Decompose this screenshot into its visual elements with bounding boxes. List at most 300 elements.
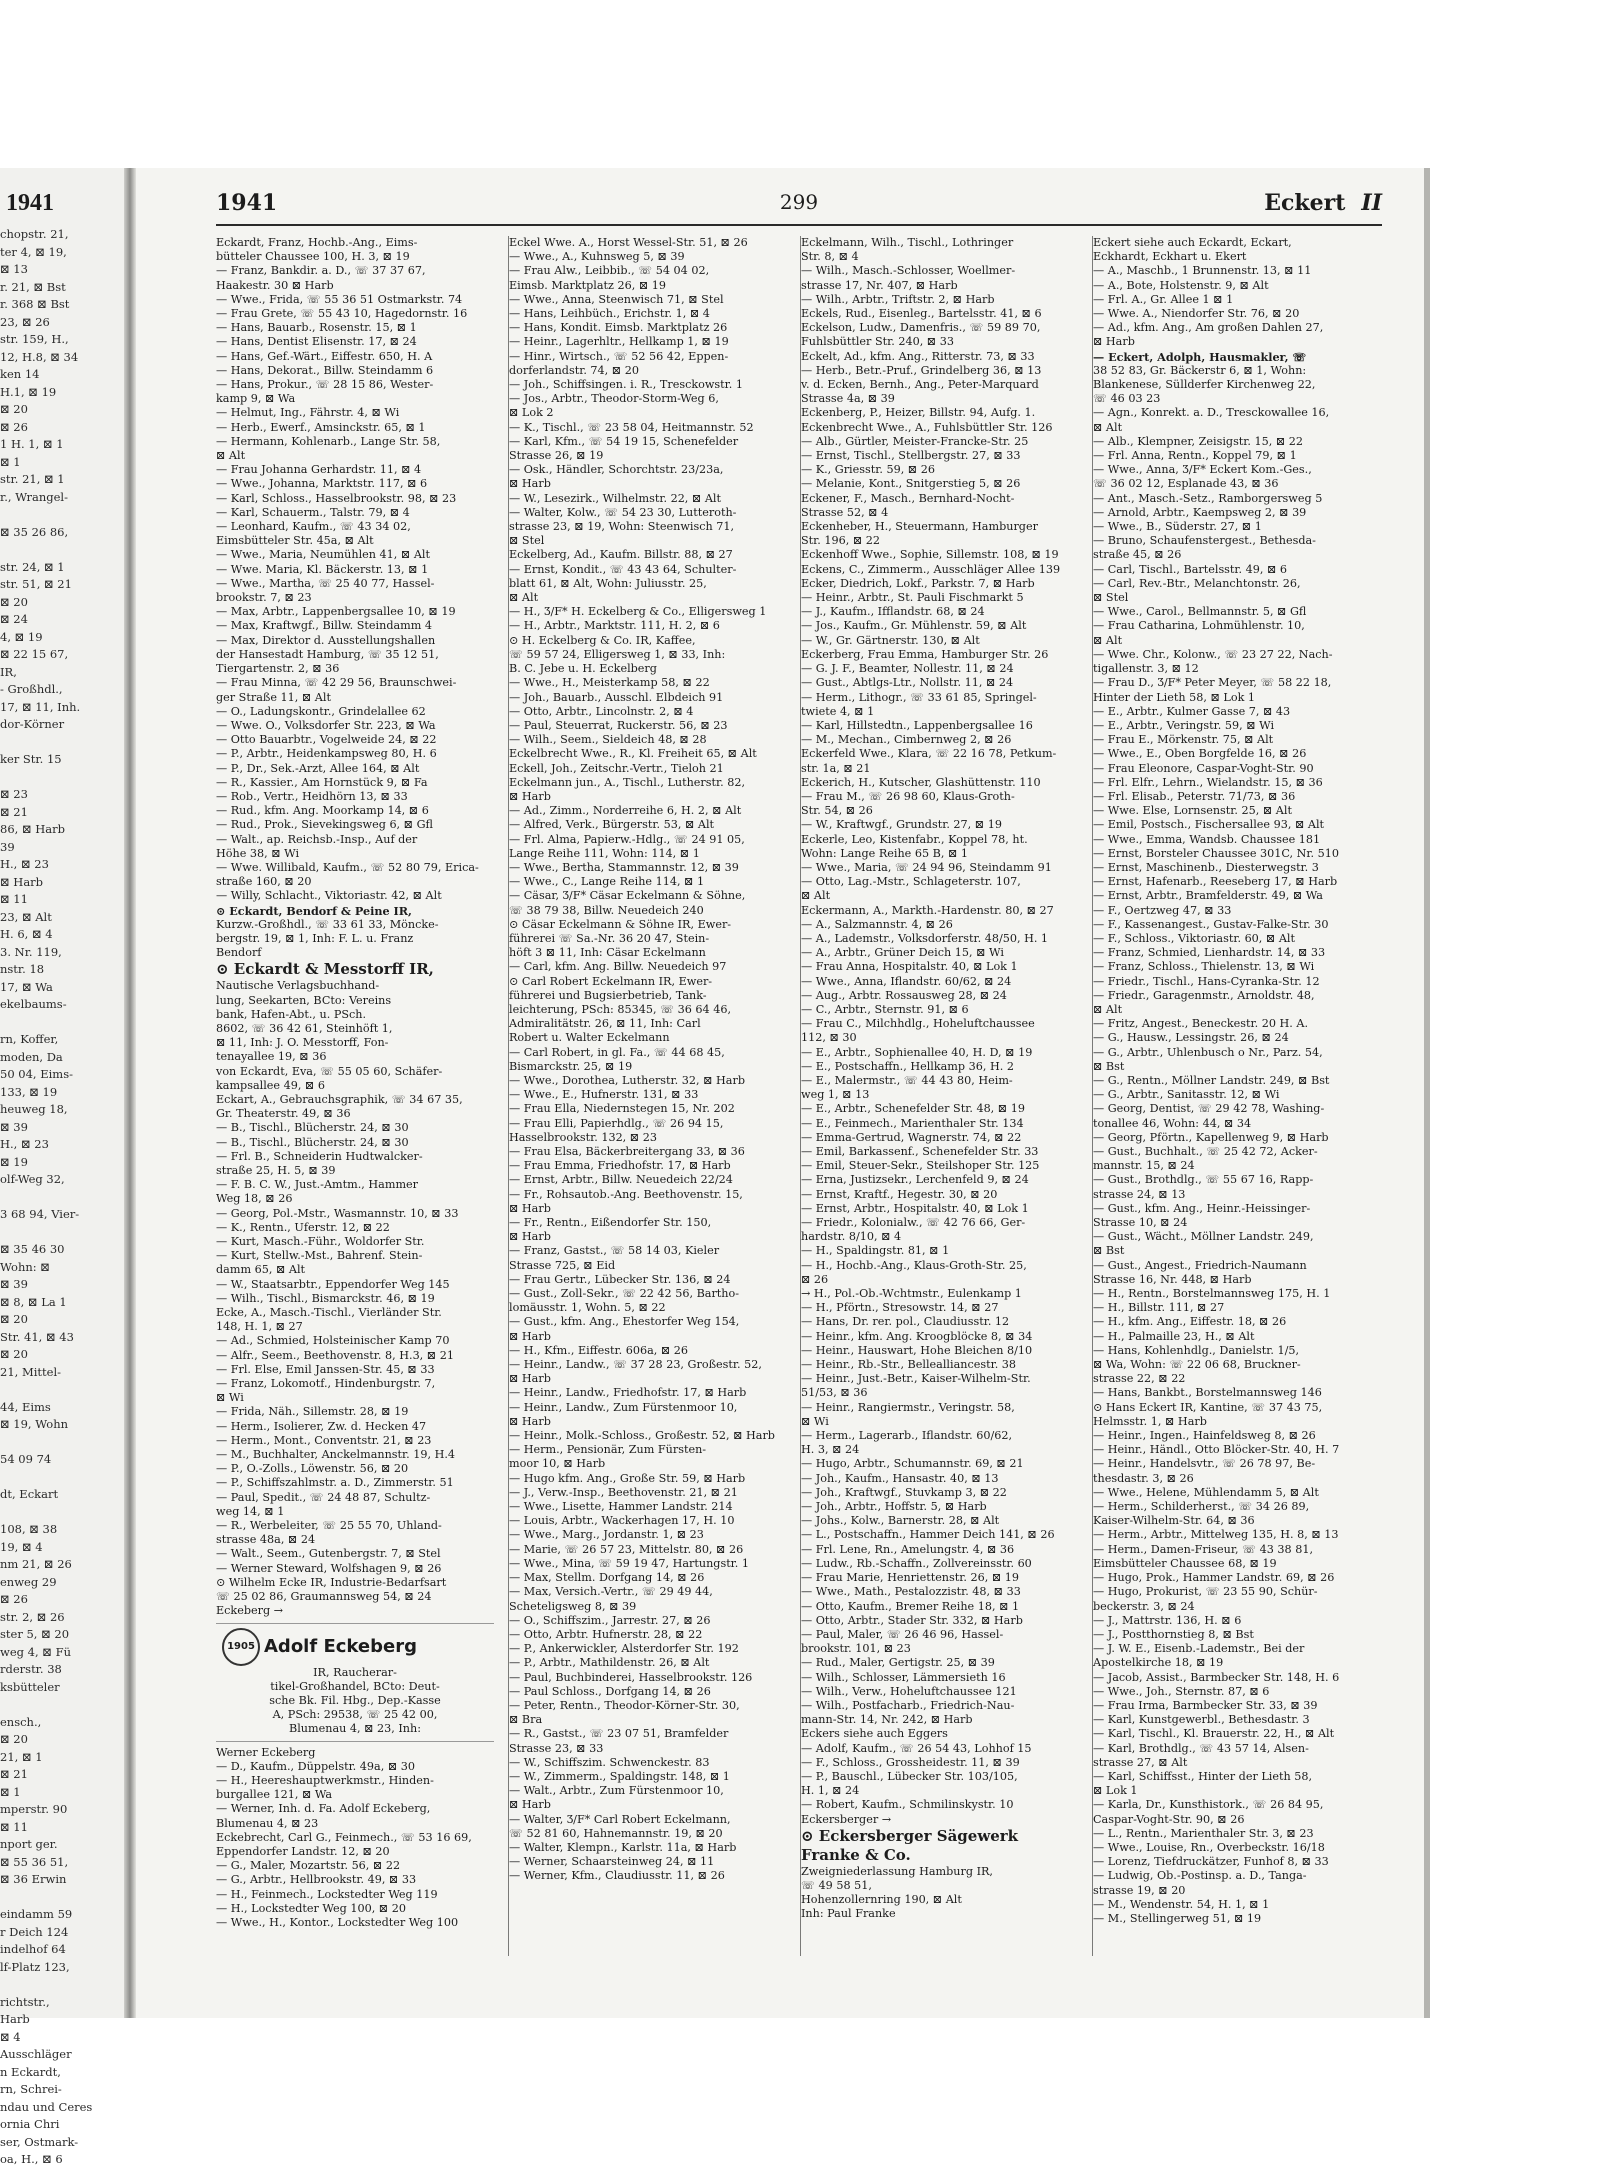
directory-entry: — G., Arbtr., Sanitasstr. 12, ⊠ Wi — [1093, 1088, 1280, 1102]
directory-entry: — Wilh., Tischl., Bismarckstr. 46, ⊠ 19 — [216, 1291, 435, 1305]
directory-entry: bütteler Chaussee 100, H. 3, ⊠ 19 — [216, 250, 410, 264]
left-fragment-line: rn, Koffer, — [0, 1032, 59, 1046]
directory-entry: — Gust., Buchhalt., ☏ 25 42 72, Acker- — [1093, 1145, 1318, 1158]
left-fragment-line — [0, 1189, 124, 1207]
left-fragment-line: ⊠ 20 — [0, 402, 28, 416]
directory-entry: ⊙ H. Eckelberg & Co. IR, Kaffee, — [509, 633, 696, 647]
left-fragment-line: 108, ⊠ 38 — [0, 1522, 58, 1536]
directory-entry: — Otto, Kaufm., Bremer Reihe 18, ⊠ 1 — [801, 1599, 1020, 1613]
directory-entry: — Otto, Arbtr. Hufnerstr. 28, ⊠ 22 — [509, 1627, 703, 1641]
left-fragment-line: str. 24, ⊠ 1 — [0, 559, 65, 574]
directory-entry: — Joh., Bauarb., Ausschl. Elbdeich 91 — [509, 690, 724, 704]
directory-entry: strasse 17, Nr. 407, ⊠ Harb — [801, 278, 958, 292]
directory-entry: — Frl. Alma, Papierw.-Hdlg., ☏ 24 91 05, — [509, 832, 745, 846]
directory-entry: — Frau Anna, Hospitalstr. 40, ⊠ Lok 1 — [801, 960, 1018, 974]
directory-entry: — Franz, Gastst., ☏ 58 14 03, Kieler — [509, 1244, 720, 1258]
left-fragment-line: 3 68 94, Vier- — [0, 1207, 80, 1221]
header-year: 1941 — [216, 190, 278, 216]
directory-entry: — O., Schiffszim., Jarrestr. 27, ⊠ 26 — [509, 1613, 711, 1627]
directory-entry: Str. 8, ⊠ 4 — [801, 250, 859, 264]
left-fragment-line: ⊠ 13 — [0, 262, 28, 276]
directory-entry: ⊠ Bst — [1093, 1059, 1125, 1073]
directory-entry: — Carl, Tischl., Bartelsstr. 49, ⊠ 6 — [1093, 562, 1288, 576]
left-fragment-line: H., ⊠ 23 — [0, 857, 49, 871]
directory-entry: — Robert, Kaufm., Schmilinskystr. 10 — [801, 1798, 1014, 1812]
directory-entry: Kaiser-Wilhelm-Str. 64, ⊠ 36 — [1093, 1514, 1255, 1528]
directory-entry: — Paul, Maler, ☏ 26 46 96, Hassel- — [801, 1627, 1004, 1641]
directory-entry: — Wwe., Mina, ☏ 59 19 47, Hartungstr. 1 — [509, 1556, 750, 1570]
directory-entry: — Cäsar, Ʒ/F* Cäsar Eckelmann & Söhne, — [509, 889, 746, 903]
directory-entry: kamp 9, ⊠ Wa — [216, 392, 296, 406]
directory-entry: — B., Tischl., Blücherstr. 24, ⊠ 30 — [216, 1121, 409, 1135]
directory-entry: — Frau Emma, Friedhofstr. 17, ⊠ Harb — [509, 1159, 731, 1173]
directory-entry: — H., Pförtn., Stresowstr. 14, ⊠ 27 — [801, 1301, 999, 1315]
directory-entry: moor 10, ⊠ Harb — [509, 1457, 606, 1471]
directory-entry: — Adolf, Kaufm., ☏ 26 54 43, Lohhof 15 — [801, 1741, 1032, 1755]
directory-entry: — Gust., Abtlgs-Ltr., Nollstr. 11, ⊠ 24 — [801, 676, 1014, 690]
directory-entry: tonallee 46, Wohn: 44, ⊠ 34 — [1093, 1116, 1252, 1130]
directory-entry: beckerstr. 3, ⊠ 24 — [1093, 1599, 1195, 1613]
left-fragment-line: ⊠ 35 26 86, — [0, 524, 69, 539]
directory-entry: — Heinr., Landw., Zum Fürstenmoor 10, — [509, 1400, 738, 1414]
directory-entry: — Frau Alw., Leibbib., ☏ 54 04 02, — [509, 264, 710, 278]
directory-entry: Eckebrecht, Carl G., Feinmech., ☏ 53 16 69, — [216, 1830, 472, 1844]
left-fragment-line: 3. Nr. 119, — [0, 944, 62, 959]
left-fragment-line: nstr. 18 — [0, 962, 45, 976]
directory-entry: — Heinr., Landw., Friedhofstr. 17, ⊠ Harb — [509, 1386, 747, 1400]
directory-entry: 8602, ☏ 36 42 61, Steinhöft 1, — [216, 1021, 393, 1035]
directory-entry: — Frl. Elfr., Lehrn., Wielandstr. 15, ⊠ 36 — [1093, 775, 1323, 789]
directory-entry: — Hugo, Prokurist, ☏ 23 55 90, Schür- — [1093, 1585, 1318, 1599]
left-fragment-line — [0, 1434, 124, 1452]
directory-entry: — Ad., Schmied, Holsteinischer Kamp 70 — [216, 1334, 450, 1348]
directory-entry: — Heinr., Handelsvtr., ☏ 26 78 97, Be- — [1093, 1457, 1316, 1471]
left-fragment-line: ⊠ 20 — [0, 1312, 28, 1326]
directory-entry: — Werner, Schaarsteinweg 24, ⊠ 11 — [509, 1855, 715, 1869]
directory-entry: — Wwe., B., Süderstr. 27, ⊠ 1 — [1093, 520, 1262, 534]
directory-entry: Eckerfeld Wwe., Klara, ☏ 22 16 78, Petkum- — [801, 747, 1057, 761]
running-head-name: Eckert — [1264, 190, 1346, 216]
directory-entry: ⊠ Wi — [801, 1414, 829, 1428]
left-fragment-line — [0, 506, 124, 524]
directory-entry: — Werner, Kfm., Claudiusstr. 11, ⊠ 26 — [509, 1869, 725, 1883]
directory-entry: — H., Palmaille 23, H., ⊠ Alt — [1093, 1329, 1255, 1343]
directory-entry: führerei und Bugsierbetrieb, Tank- — [509, 988, 707, 1002]
directory-entry: — E., Arbtr., Veringstr. 59, ⊠ Wi — [1093, 718, 1275, 732]
directory-entry: — Wwe., Anna, Ʒ/F* Eckert Kom.-Ges., — [1093, 463, 1312, 477]
directory-entry: Eckert siehe auch Eckardt, Eckart, — [1093, 236, 1292, 249]
directory-entry: — Wwe., Frida, ☏ 55 36 51 Ostmarkstr. 74 — [216, 292, 463, 306]
directory-entry: Eckener, F., Masch., Bernhard-Nocht- — [801, 491, 1015, 505]
directory-entry: — Paul, Spedit., ☏ 24 48 87, Schultz- — [216, 1490, 431, 1504]
directory-entry: — Herm., Isolierer, Zw. d. Hecken 47 — [216, 1419, 427, 1433]
directory-entry: tenayallee 19, ⊠ 36 — [216, 1050, 327, 1064]
directory-entry: burgallee 121, ⊠ Wa — [216, 1788, 333, 1802]
directory-entry: — Max, Stellm. Dorfgang 14, ⊠ 26 — [509, 1571, 705, 1585]
directory-entry: — Wwe., Carol., Bellmannstr. 5, ⊠ Gfl — [1093, 605, 1307, 619]
directory-entry: — Johs., Kolw., Barnerstr. 28, ⊠ Alt — [801, 1514, 1000, 1528]
left-fragment-line: H., ⊠ 23 — [0, 1137, 49, 1151]
directory-entry: — Alb., Klempner, Zeisigstr. 15, ⊠ 22 — [1093, 434, 1304, 448]
directory-entry: — H., Lockstedter Weg 100, ⊠ 20 — [216, 1901, 406, 1915]
directory-entry: Nautische Verlagsbuchhand- — [216, 979, 380, 993]
directory-entry: Admiralitätstr. 26, ⊠ 11, Inh: Carl — [509, 1017, 701, 1031]
directory-entry: v. d. Ecken, Bernh., Ang., Peter-Marquard — [801, 378, 1039, 392]
left-fragment-line: chopstr. 21, — [0, 227, 69, 241]
left-fragment-line: 44, Eims — [0, 1399, 51, 1414]
directory-entry: strasse 22, ⊠ 22 — [1093, 1372, 1186, 1386]
left-fragment-line: H. 6, ⊠ 4 — [0, 927, 53, 941]
left-fragment-line: ensch., — [0, 1714, 42, 1729]
directory-entry: ⊠ Alt — [509, 591, 539, 605]
directory-entry: — Jacob, Assist., Barmbecker Str. 148, H. 6 — [1093, 1670, 1340, 1684]
left-fragment-line: str. 51, ⊠ 21 — [0, 577, 72, 591]
directory-entry: — Frau Elli, Papierhdlg., ☏ 26 94 15, — [509, 1116, 724, 1130]
left-page-year: 1941 — [6, 190, 54, 216]
directory-entry: — Frau Minna, ☏ 42 29 56, Braunschwei- — [216, 676, 457, 690]
directory-entry: ⊙ Hans Eckert IR, Kantine, ☏ 37 43 75, — [1093, 1400, 1323, 1414]
left-fragment-line: 1 H. 1, ⊠ 1 — [0, 437, 64, 451]
directory-entry: Eckel Wwe. A., Horst Wessel-Str. 51, ⊠ 26 — [509, 236, 748, 249]
directory-entry: — Ernst, Maschinenb., Diesterwegstr. 3 — [1093, 860, 1319, 874]
directory-entry: strasse 27, ⊠ Alt — [1093, 1755, 1188, 1769]
directory-entry: Weg 18, ⊠ 26 — [216, 1192, 293, 1206]
directory-entry: Str. 196, ⊠ 22 — [801, 534, 881, 548]
directory-entry: — Frau Elsa, Bäckerbreitergang 33, ⊠ 36 — [509, 1145, 745, 1158]
directory-entry: Hinter der Lieth 58, ⊠ Lok 1 — [1093, 690, 1256, 704]
left-fragment-line — [0, 1889, 124, 1907]
directory-entry: — Wwe., Maria, Neumühlen 41, ⊠ Alt — [216, 548, 430, 562]
directory-entry: — Franz, Bankdir. a. D., ☏ 37 37 67, — [216, 264, 426, 278]
directory-entry: — Fr., Rohsautob.-Ang. Beethovenstr. 15, — [509, 1187, 743, 1201]
directory-entry: ⊠ Alt — [1093, 1002, 1123, 1016]
directory-entry: — Hans, Leihbüch., Erichstr. 1, ⊠ 4 — [509, 307, 710, 321]
advertisement-line: IR, Raucherar- — [313, 1665, 397, 1679]
directory-entry: — Heinr., Ingen., Hainfeldsweg 8, ⊠ 26 — [1093, 1429, 1316, 1443]
directory-entry: ⊠ Bra — [509, 1713, 543, 1727]
directory-entry: — Wwe. Chr., Kolonw., ☏ 23 27 22, Nach- — [1093, 647, 1333, 661]
directory-entry: der Hansestadt Hamburg, ☏ 35 12 51, — [216, 647, 439, 661]
directory-entry: Eckeberg → — [216, 1604, 284, 1618]
directory-entry: — M., Buchhalter, Anckelmannstr. 19, H.4 — [216, 1448, 456, 1462]
directory-entry: Hohenzollernring 190, ⊠ Alt — [801, 1893, 962, 1907]
directory-entry: — E., Postschaffn., Hellkamp 36, H. 2 — [801, 1059, 1014, 1073]
directory-entry: — Willy, Schlacht., Viktoriastr. 42, ⊠ Alt — [216, 889, 442, 903]
directory-entry: — Hans, Bauarb., Rosenstr. 15, ⊠ 1 — [216, 321, 417, 335]
directory-entry: — Helmut, Ing., Fährstr. 4, ⊠ Wi — [216, 406, 400, 420]
directory-entry: Bismarckstr. 25, ⊠ 19 — [509, 1059, 633, 1073]
directory-entry: — Frau C., Milchhdlg., Hoheluftchaussee — [801, 1017, 1035, 1031]
left-fragment-line: str. 159, H., — [0, 332, 69, 346]
directory-entry: ⊙ Carl Robert Eckelmann IR, Ewer- — [509, 974, 713, 988]
directory-entry: führerei ☏ Sa.-Nr. 36 20 47, Stein- — [509, 931, 710, 945]
directory-entry: — Frau Marie, Henriettenstr. 26, ⊠ 19 — [801, 1571, 1019, 1585]
directory-entry: — Karl, Kunstgewerbl., Bethesdastr. 3 — [1093, 1713, 1310, 1727]
directory-entry: — K., Tischl., ☏ 23 58 04, Heitmannstr. 52 — [509, 420, 754, 434]
directory-entry: — M., Stellingerweg 51, ⊠ 19 — [1093, 1911, 1262, 1925]
directory-entry: — P., Arbtr., Heidenkampsweg 80, H. 6 — [216, 747, 437, 761]
left-fragment-line: 54 09 74 — [0, 1452, 52, 1466]
directory-entry: — Heinr., Just.-Betr., Kaiser-Wilhelm-Str. — [801, 1372, 1031, 1386]
directory-entry: — Wwe., A., Kuhnsweg 5, ⊠ 39 — [509, 250, 685, 264]
left-fragment-line: Str. 41, ⊠ 43 — [0, 1329, 74, 1344]
left-fragment-line: ⊠ 26 — [0, 1592, 28, 1606]
directory-entry: Bendorf — [216, 946, 262, 960]
left-fragment-line: ⊠ 21 — [0, 1767, 28, 1781]
left-fragment-line: lf-Platz 123, — [0, 1959, 70, 1974]
directory-entry: — Hans, Prokur., ☏ 28 15 86, Wester- — [216, 378, 434, 392]
directory-entry: — Leonhard, Kaufm., ☏ 43 34 02, — [216, 520, 411, 534]
directory-entry: — R., Kassier., Am Hornstück 9, ⊠ Fa — [216, 775, 428, 789]
directory-entry: — Heinr., Lagerhltr., Hellkamp 1, ⊠ 19 — [509, 335, 729, 349]
directory-entry: — H., Arbtr., Marktstr. 111, H. 2, ⊠ 6 — [509, 619, 720, 633]
directory-entry: — Bruno, Schaufenstergest., Bethesda- — [1093, 534, 1316, 548]
left-fragment-line: 17, ⊠ 11, Inh. — [0, 699, 81, 714]
adolf-eckeberg-advertisement — [216, 1623, 494, 1742]
directory-entry: — Heinr., Molk.-Schloss., Großestr. 52, ⊠ Harb — [509, 1429, 775, 1443]
directory-entry: — Frau Johanna Gerhardstr. 11, ⊠ 4 — [216, 463, 422, 477]
directory-entry: Strasse 4a, ⊠ 39 — [801, 392, 895, 406]
directory-entry: — Otto, Arbtr., Lincolnstr. 2, ⊠ 4 — [509, 704, 694, 718]
directory-entry: — Louis, Arbtr., Wackerhagen 17, H. 10 — [509, 1514, 735, 1528]
left-fragment-line: ⊠ Harb — [0, 874, 44, 889]
left-fragment-line: ⊠ 11 — [0, 892, 28, 906]
directory-entry: — Marie, ☏ 26 57 23, Mittelstr. 80, ⊠ 26 — [509, 1542, 744, 1556]
directory-entry: — P., Arbtr., Mathildenstr. 26, ⊠ Alt — [509, 1656, 710, 1670]
directory-entry: — Wwe., Maria, ☏ 24 94 96, Steindamm 91 — [801, 860, 1052, 874]
directory-entry: — L., Rentn., Marienthaler Str. 3, ⊠ 23 — [1093, 1826, 1314, 1840]
directory-entry: — Werner, Inh. d. Fa. Adolf Eckeberg, — [216, 1802, 431, 1816]
left-fragment-line: ⊠ 26 — [0, 419, 28, 434]
left-fragment-line: ⊠ 8, ⊠ La 1 — [0, 1294, 67, 1309]
directory-entry: — Gust., Brothdlg., ☏ 55 67 16, Rapp- — [1093, 1173, 1314, 1187]
directory-entry: Kurzw.-Großhdl., ☏ 33 61 33, Mönckе- — [216, 917, 439, 931]
directory-entry: — Hans, Kondit. Eimsb. Marktplatz 26 — [509, 321, 728, 335]
directory-entry: 38 52 83, Gr. Bäckerstr 6, ⊠ 1, Wohn: — [1093, 363, 1307, 377]
directory-entry: ☏ 46 03 23 — [1093, 392, 1161, 406]
directory-entry: — M., Wendenstr. 54, H. 1, ⊠ 1 — [1093, 1897, 1270, 1911]
directory-entry: Helmsstr. 1, ⊠ Harb — [1093, 1414, 1207, 1428]
left-fragment-line: dor-Körner — [0, 717, 65, 731]
directory-entry: — K., Griesstr. 59, ⊠ 26 — [801, 463, 935, 477]
left-fragment-line: rderstr. 38 — [0, 1662, 62, 1676]
directory-entry: lomäusstr. 1, Wohn. 5, ⊠ 22 — [509, 1301, 666, 1315]
directory-entry: — Emil, Steuer-Sekr., Steilshoper Str. 125 — [801, 1159, 1040, 1173]
directory-entry: straße 45, ⊠ 26 — [1093, 548, 1182, 562]
directory-entry: Eckenberg, P., Heizer, Billstr. 94, Aufg. 1. — [801, 406, 1036, 420]
directory-entry: — Ernst, Tischl., Stellbergstr. 27, ⊠ 33 — [801, 449, 1021, 463]
left-fragment-line — [0, 1224, 124, 1242]
directory-entry: — Agn., Konrekt. a. D., Tresckowallee 16, — [1093, 406, 1330, 420]
directory-entry: ☏ 49 58 51, — [801, 1878, 872, 1892]
left-fragment-line: ⊠ 21 — [0, 804, 28, 819]
left-fragment-line: mperstr. 90 — [0, 1802, 68, 1816]
directory-entry: dorferlandstr. 74, ⊠ 20 — [509, 363, 639, 377]
directory-entry: — R., Gastst., ☏ 23 07 51, Bramfelder — [509, 1727, 729, 1741]
directory-entry: — P., Dr., Sek.-Arzt, Allee 164, ⊠ Alt — [216, 761, 420, 775]
left-fragment-line: ⊠ 36 Erwin — [0, 1872, 67, 1886]
left-fragment-line: eindamm 59 — [0, 1907, 73, 1921]
directory-entry: — Emil, Postsch., Fischersallee 93, ⊠ Alt — [1093, 818, 1325, 832]
directory-entry: — Ludwig, Ob.-Postinsp. a. D., Tanga- — [1093, 1869, 1307, 1883]
directory-entry: — W., Staatsarbtr., Eppendorfer Weg 145 — [216, 1277, 450, 1291]
directory-entry: — Alb., Gürtler, Meister-Francke-Str. 25 — [801, 434, 1029, 448]
directory-entry: — Wwe., Anna, Iflandstr. 60/62, ⊠ 24 — [801, 974, 1012, 988]
directory-entry: ⊠ Harb — [509, 1414, 551, 1428]
directory-entry: Wohn: Lange Reihe 65 B, ⊠ 1 — [801, 846, 969, 860]
left-fragment-line: enweg 29 — [0, 1574, 57, 1589]
directory-entry: — Max, Versich.-Vertr., ☏ 29 49 44, — [509, 1585, 713, 1599]
directory-entry: weg 1, ⊠ 13 — [801, 1088, 870, 1102]
directory-entry: Eimsbütteler Str. 45a, ⊠ Alt — [216, 534, 374, 548]
directory-entry: Haakestr. 30 ⊠ Harb — [216, 278, 334, 292]
directory-entry: — P., Schiffszahlmstr. a. D., Zimmerstr. 51 — [216, 1476, 454, 1490]
directory-entry: — Franz, Schmied, Lienhardstr. 14, ⊠ 33 — [1093, 946, 1326, 960]
directory-entry: — G., Rentn., Möllner Landstr. 249, ⊠ Bst — [1093, 1073, 1330, 1087]
left-fragment-line — [0, 1696, 124, 1714]
left-fragment-line: ⊠ 1 — [0, 454, 21, 469]
directory-entry: Strasse 16, Nr. 448, ⊠ Harb — [1093, 1272, 1252, 1286]
directory-entry: — D., Kaufm., Düppelstr. 49a, ⊠ 30 — [216, 1759, 415, 1773]
directory-entry: — W., Kraftwgf., Grundstr. 27, ⊠ 19 — [801, 818, 1002, 832]
directory-entry: — K., Rentn., Uferstr. 12, ⊠ 22 — [216, 1220, 390, 1234]
directory-entry: — Herm., Arbtr., Mittelweg 135, H. 8, ⊠ 13 — [1093, 1528, 1339, 1542]
left-fragment-line: 86, ⊠ Harb — [0, 822, 65, 836]
directory-entry: Hasselbrookstr. 132, ⊠ 23 — [509, 1130, 657, 1144]
directory-entry: Gr. Theaterstr. 49, ⊠ 36 — [216, 1107, 351, 1121]
directory-entry: — Wwe., H., Meisterkamp 58, ⊠ 22 — [509, 676, 710, 690]
directory-entry: Eckelbrecht Wwe., R., Kl. Freiheit 65, ⊠ Alt — [509, 747, 757, 761]
left-fragment-line: dt, Eckart — [0, 1487, 59, 1501]
directory-entry: Ecker, Diedrich, Lokf., Parkstr. 7, ⊠ Harb — [801, 576, 1035, 590]
directory-entry: Eckell, Joh., Zeitschr.-Vertr., Tieloh 21 — [509, 761, 724, 775]
directory-entry: — H., Spaldingstr. 81, ⊠ 1 — [801, 1244, 950, 1258]
directory-entry: — F., Kassenangest., Gustav-Falke-Str. 30 — [1093, 917, 1329, 931]
left-fragment-line: ser, Ostmark- — [0, 2134, 79, 2149]
directory-entry: ⊠ Harb — [509, 1329, 551, 1343]
directory-entry: ⊠ Lok 1 — [1093, 1784, 1138, 1798]
directory-entry: Zweigniederlassung Hamburg IR, — [801, 1864, 993, 1878]
directory-entry: — Wilh., Verw., Hoheluftchaussee 121 — [801, 1684, 1017, 1698]
left-fragment-line: ⊠ 20 — [0, 594, 28, 609]
column-1 — [216, 236, 494, 1956]
left-fragment-line: Wohn: ⊠ — [0, 1259, 50, 1274]
directory-entry: — Wwe. Willibald, Kaufm., ☏ 52 80 79, Erica- — [216, 860, 479, 874]
directory-entry: — J., Mattrstr. 136, H. ⊠ 6 — [1093, 1613, 1242, 1627]
directory-entry: strasse 24, ⊠ 13 — [1093, 1187, 1186, 1201]
running-head — [1264, 190, 1382, 216]
directory-entry: B. C. Jebe u. H. Eckelberg — [509, 662, 657, 676]
directory-entry: Strasse 26, ⊠ 19 — [509, 449, 604, 463]
directory-entry: — Walter, Klempn., Karlstr. 11a, ⊠ Harb — [509, 1840, 737, 1854]
directory-entry: ⊠ Stel — [1093, 591, 1129, 605]
directory-entry: ⊠ Bst — [1093, 1244, 1125, 1258]
left-fragment-line: r Deich 124 — [0, 1924, 69, 1939]
directory-entry: — Wwe., Marg., Jordanstr. 1, ⊠ 23 — [509, 1528, 704, 1542]
left-fragment-line: oa, H., ⊠ 6 — [0, 2152, 63, 2166]
directory-entry: — Wwe., Anna, Steenwisch 71, ⊠ Stel — [509, 292, 724, 306]
directory-entry: — Jos., Arbtr., Theodor-Storm-Weg 6, — [509, 392, 719, 406]
directory-entry: — Frl. A., Gr. Allee 1 ⊠ 1 — [1093, 292, 1234, 306]
directory-entry: — P., Ankerwickler, Alsterdorfer Str. 192 — [509, 1642, 739, 1656]
directory-entry: — Fritz, Angest., Beneckestr. 20 H. A. — [1093, 1017, 1309, 1031]
directory-entry: — Wilh., Schlosser, Lämmersieth 16 — [801, 1670, 1006, 1684]
directory-entry: — Franz, Schloss., Thielenstr. 13, ⊠ Wi — [1093, 960, 1315, 974]
directory-entry: Eckerle, Leo, Kistenfabr., Koppel 78, ht. — [801, 832, 1028, 846]
directory-entry: — G., Arbtr., Uhlenbusch o Nr., Parz. 54, — [1093, 1045, 1323, 1059]
left-fragment-line: ⊠ 22 15 67, — [0, 647, 69, 661]
directory-entry: — Alfr., Seem., Beethovenstr. 8, H.3, ⊠ 21 — [216, 1348, 454, 1362]
directory-entry: — Franz, Lokomotf., Hindenburgstr. 7, — [216, 1377, 436, 1391]
directory-entry: — Wwe., E., Hufnerstr. 131, ⊠ 33 — [509, 1088, 699, 1102]
directory-entry: ⊠ Stel — [509, 534, 545, 548]
directory-entry: — Max, Direktor d. Ausstellungshallen — [216, 633, 436, 647]
directory-entry: — Heinr., Händl., Otto Blöcker-Str. 40, H. 7 — [1093, 1443, 1340, 1457]
directory-entry: strasse 48a, ⊠ 24 — [216, 1533, 316, 1547]
directory-entry: ☏ 36 02 12, Esplanade 43, ⊠ 36 — [1093, 477, 1279, 491]
left-fragment-line: richtstr., — [0, 1994, 50, 2009]
directory-entry: Eckhardt, Eckhart u. Ekert — [1093, 250, 1247, 264]
directory-entry: — G., Hausw., Lessingstr. 26, ⊠ 24 — [1093, 1031, 1289, 1045]
directory-entry: Blumenau 4, ⊠ 23 — [216, 1816, 319, 1830]
directory-entry: bergstr. 19, ⊠ 1, Inh: F. L. u. Franz — [216, 931, 414, 945]
directory-entry: Lange Reihe 111, Wohn: 114, ⊠ 1 — [509, 846, 700, 860]
left-page-fragment — [0, 168, 125, 2166]
directory-entry: str. 1a, ⊠ 21 — [801, 761, 871, 775]
directory-entry: Eckelmann, Wilh., Tischl., Lothringer — [801, 236, 1014, 249]
directory-entry: — Heinr., Landw., ☏ 37 28 23, Großestr. 52, — [509, 1358, 762, 1372]
directory-entry: — Herm., Mont., Conventstr. 21, ⊠ 23 — [216, 1433, 432, 1447]
directory-entry: — Rud., kfm. Ang. Moorkamp 14, ⊠ 6 — [216, 804, 429, 818]
directory-entry: — Frl. Elisab., Peterstr. 71/73, ⊠ 36 — [1093, 789, 1296, 803]
directory-entry: — Wwe., Math., Pestalozzistr. 48, ⊠ 33 — [801, 1585, 1021, 1599]
directory-entry: Eckenheber, H., Steuermann, Hamburger — [801, 520, 1038, 534]
directory-entry: — H., Feinmech., Lockstedter Weg 119 — [216, 1887, 438, 1901]
directory-entry: — Hans, Bankbt., Borstelmannsweg 146 — [1093, 1386, 1322, 1400]
directory-entry: — Wilh., Arbtr., Triftstr. 2, ⊠ Harb — [801, 292, 995, 306]
directory-entry: — Herb., Ewerf., Amsinckstr. 65, ⊠ 1 — [216, 420, 426, 434]
directory-entry: damm 65, ⊠ Alt — [216, 1263, 306, 1277]
left-fragment-line: olf-Weg 32, — [0, 1172, 65, 1186]
left-fragment-line: 39 — [0, 839, 15, 854]
directory-entry: Eckardt, Franz, Hochb.-Ang., Eims- — [216, 236, 418, 249]
directory-entry: — H., kfm. Ang., Eiffestr. 18, ⊠ 26 — [1093, 1315, 1287, 1329]
directory-entry: — Frau Irma, Barmbecker Str. 33, ⊠ 39 — [1093, 1698, 1318, 1712]
left-fragment-line: ker Str. 15 — [0, 752, 62, 766]
directory-entry: — Carl Robert, in gl. Fa., ☏ 44 68 45, — [509, 1045, 725, 1059]
directory-entry: — Wilh., Masch.-Schlosser, Woellmer- — [801, 264, 1016, 278]
directory-entry: — Wwe., Bertha, Stammannstr. 12, ⊠ 39 — [509, 860, 739, 874]
directory-entry: von Eckardt, Eva, ☏ 55 05 60, Schäfer- — [216, 1064, 443, 1078]
directory-entry: — A., Salzmannstr. 4, ⊠ 26 — [801, 917, 953, 931]
directory-entry: Eckers siehe auch Eggers — [801, 1727, 948, 1741]
left-fragment-line: 133, ⊠ 19 — [0, 1084, 58, 1099]
directory-entry: — Friedr., Kolonialw., ☏ 42 76 66, Ger- — [801, 1216, 1026, 1230]
directory-entry: — Fr., Rentn., Eißendorfer Str. 150, — [509, 1216, 712, 1230]
book-gutter — [124, 168, 136, 2018]
directory-entry: Strasse 23, ⊠ 33 — [509, 1741, 604, 1755]
directory-entry: — Karl, Schauerm., Talstr. 79, ⊠ 4 — [216, 505, 410, 519]
directory-entry: — Hermann, Kohlenarb., Lange Str. 58, — [216, 434, 441, 448]
left-fragment-line: ⊠ 19, Wohn — [0, 1417, 69, 1431]
left-fragment-line: heuweg 18, — [0, 1102, 68, 1116]
directory-entry: hardstr. 8/10, ⊠ 4 — [801, 1230, 902, 1244]
directory-entry: Eckens, C., Zimmerm., Ausschläger Allee 139 — [801, 562, 1061, 576]
directory-entry: — W., Zimmerm., Spaldingstr. 148, ⊠ 1 — [509, 1769, 730, 1783]
directory-entry: blatt 61, ⊠ Alt, Wohn: Juliusstr. 25, — [509, 576, 707, 590]
directory-entry: ⊠ Harb — [509, 477, 551, 491]
directory-entry: — Wwe., Helene, Mühlendamm 5, ⊠ Alt — [1093, 1485, 1319, 1499]
